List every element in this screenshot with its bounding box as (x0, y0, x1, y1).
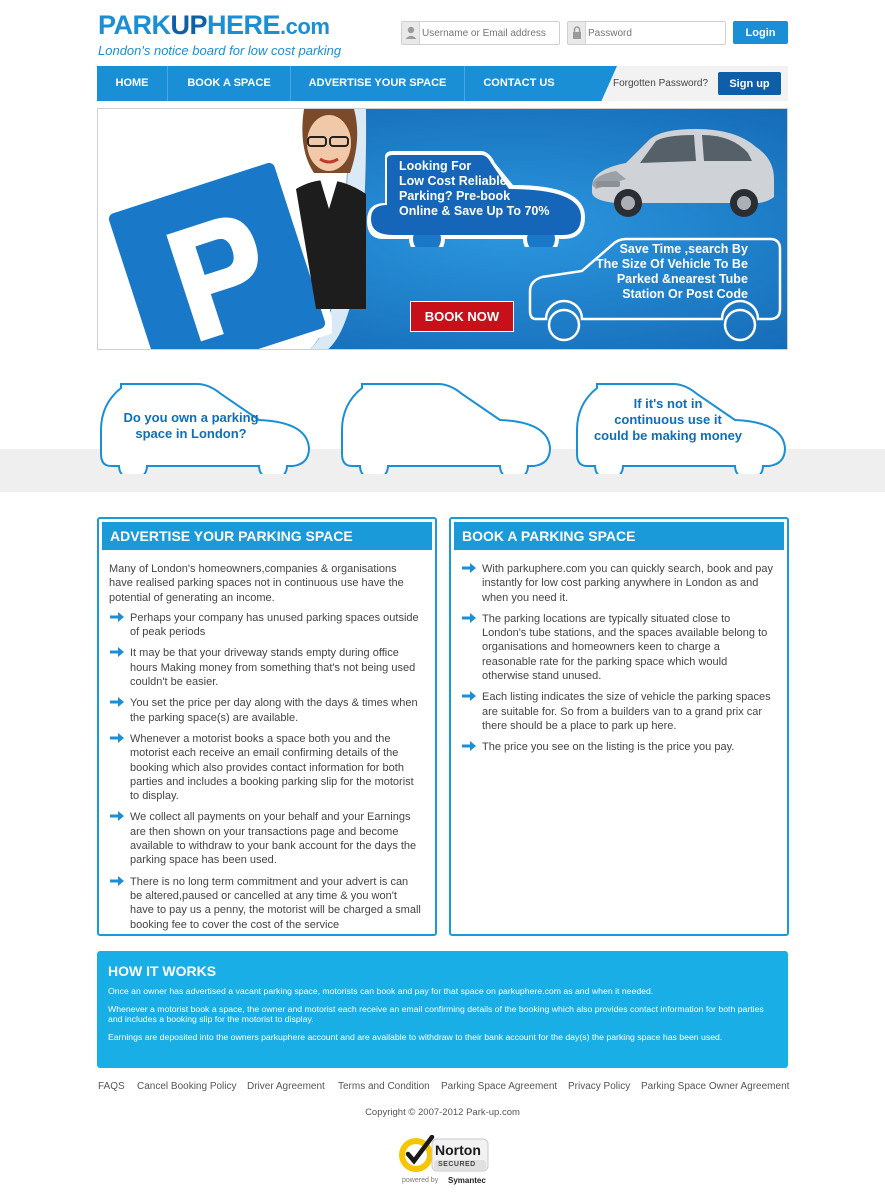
footer-link-driver-agreement[interactable]: Driver Agreement (247, 1081, 325, 1092)
copyright: Copyright © 2007-2012 Park-up.com (365, 1107, 520, 1118)
logo-wordmark (98, 10, 341, 42)
list-item (461, 562, 775, 605)
list-item-text: You set the price per day along with the days & times when the parking space(s) are available. (130, 697, 418, 724)
lock-icon (568, 22, 586, 44)
bubble-text-line: could be making money (593, 428, 743, 443)
bubble-left-text (105, 410, 277, 442)
footer-link-privacy[interactable]: Privacy Policy (568, 1081, 631, 1092)
logo-part-com: .com (280, 14, 330, 39)
how-it-works-section (97, 951, 788, 1068)
advertise-intro: Many of London's homeowners,companies & organisations have realised parking spaces not in continuous use have the potential of generating an income. (109, 563, 404, 604)
norton-secured-text: SECURED (438, 1161, 476, 1168)
arrow-right-icon (110, 733, 124, 743)
arrow-right-icon (110, 876, 124, 886)
silver-car-image (586, 119, 781, 229)
woman-image (276, 109, 366, 309)
footer-link-cancel-booking[interactable]: Cancel Booking Policy (137, 1081, 237, 1092)
book-panel (449, 517, 789, 936)
user-icon (402, 22, 420, 44)
list-item-text: We collect all payments on your behalf and your Earnings are then shown on your transactions page and become available to withdraw to your bank account for the days the parking space has been used. (130, 811, 417, 867)
list-item-text: The parking locations are typically situated close to London's tube stations, and the spaces available belong to organisations and homeowners keen to charge a reasonable rate for the parking space which would otherwise stand unused. (482, 612, 768, 683)
login-button[interactable]: Login (733, 21, 788, 44)
advertise-panel (97, 517, 437, 936)
bubble-text-line: If it's not in (633, 396, 703, 411)
forgot-password-link[interactable]: Forgotten Password? (613, 78, 709, 89)
logo-part-park: PARK (98, 10, 171, 40)
list-item (109, 810, 423, 867)
norton-secured-badge[interactable] (398, 1135, 490, 1187)
list-item-text: The price you see on the listing is the price you pay. (482, 741, 735, 754)
book-panel-title: BOOK A PARKING SPACE (454, 522, 784, 550)
arrow-right-icon (110, 811, 124, 821)
hero-text-line: Looking For (399, 159, 472, 173)
hero-text-line: Parked &nearest Tube (616, 272, 748, 286)
arrow-right-icon (110, 612, 124, 622)
password-input[interactable] (588, 24, 721, 42)
arrow-right-icon (462, 613, 476, 623)
arrow-right-icon (462, 741, 476, 751)
site-logo[interactable] (98, 10, 341, 58)
list-item (109, 875, 423, 932)
nav-item-contact[interactable]: CONTACT US (483, 77, 555, 89)
arrow-right-icon (110, 697, 124, 707)
arrow-right-icon (110, 647, 124, 657)
list-item-text: Perhaps your company has unused parking spaces outside of peak periods (130, 611, 419, 639)
nav-item-book-a-space[interactable]: BOOK A SPACE (187, 77, 271, 89)
footer-link-faqs[interactable]: FAQS (98, 1081, 125, 1092)
how-paragraph: Whenever a motorist book a space, the owner and motorist each receive an email confirming details of the booking which also provides contact information for both parties and includes a booking slip for the motorist to display. (108, 1003, 764, 1024)
hero-text-lookingfor (399, 159, 550, 219)
footer-link-parking-space-agreement[interactable]: Parking Space Agreement (441, 1081, 558, 1092)
how-paragraph: Earnings are deposited into the owners parkuphere account and are available to withdraw to their bank account for the day(s) the parking space has been used. (108, 1031, 723, 1042)
list-item-text: With parkuphere.com you can quickly search, book and pay instantly for low cost parking anywhere in London as and when you need it. (482, 563, 774, 604)
bubble-text-line: continuous use it (614, 412, 722, 427)
list-item-text: There is no long term commitment and your advert is can be altered,paused or cancelled at any time & you won't have to pay us a penny, the motorist will be charged a small booking fee to cover the cost of the service (130, 875, 421, 931)
hero-text-line: Online & Save Up To 70% (399, 204, 550, 218)
logo-part-here: HERE (207, 10, 281, 40)
footer-link-owner-agreement[interactable]: Parking Space Owner Agreement (641, 1081, 790, 1092)
arrow-right-icon (462, 691, 476, 701)
bubble-right-text (580, 396, 756, 444)
hero-text-line: The Size Of Vehicle To Be (596, 257, 748, 271)
list-item (461, 740, 775, 754)
username-input[interactable] (422, 24, 555, 42)
list-item (109, 696, 423, 725)
hero-text-line: Station Or Post Code (622, 287, 748, 301)
username-field[interactable] (401, 21, 560, 45)
hero-text-savetime (596, 242, 748, 302)
list-item (109, 611, 423, 640)
advertise-panel-title: ADVERTISE YOUR PARKING SPACE (102, 522, 432, 550)
nav-item-advertise[interactable]: ADVERTISE YOUR SPACE (308, 77, 447, 89)
hero-text-line: Low Cost Reliable (399, 174, 507, 188)
bubble-text-line: space in London? (135, 426, 247, 441)
book-now-button[interactable]: BOOK NOW (410, 301, 514, 332)
how-paragraph: Once an owner has advertised a vacant parking space, motorists can book and pay for that space on parkuphere.com as and when it needed. (108, 986, 654, 996)
signup-button[interactable]: Sign up (718, 72, 781, 95)
list-item (109, 646, 423, 689)
logo-part-up: UP (170, 10, 208, 40)
password-field[interactable] (567, 21, 726, 45)
list-item-text: Each listing indicates the size of vehicle the parking spaces are suitable for. So from a builders van to a grand prix car there should be a place to park up here. (482, 691, 771, 732)
hero-text-line: Parking? Pre-book (399, 189, 511, 203)
advertise-panel-body (99, 553, 435, 949)
norton-powered-text: powered by (402, 1177, 439, 1184)
how-it-works-title: HOW IT WORKS (108, 963, 217, 979)
list-item (461, 612, 775, 683)
bubble-text-line: Do you own a parking (123, 410, 259, 425)
norton-symantec-text: Symantec (448, 1176, 486, 1185)
car-bubble-middle-icon (338, 380, 554, 474)
list-item (461, 690, 775, 733)
nav-item-home[interactable]: HOME (115, 77, 149, 89)
footer-link-terms[interactable]: Terms and Condition (338, 1081, 430, 1092)
list-item-text: Whenever a motorist books a space both you and the motorist each receive an email confirming details of the booking which also provides contact information for both parties and includes a booking parking slip for the motorist to display. (130, 732, 414, 803)
hero-banner (97, 108, 788, 350)
list-item (109, 732, 423, 803)
logo-tagline: London's notice board for low cost parking (98, 43, 342, 58)
hero-text-line: Save Time ,search By (619, 242, 748, 256)
book-panel-body (451, 553, 787, 772)
norton-name: Norton (435, 1142, 481, 1158)
list-item-text: It may be that your driveway stands empty during office hours Making money from something that's not being used couldn't be easier. (130, 647, 416, 689)
arrow-right-icon (462, 563, 476, 573)
